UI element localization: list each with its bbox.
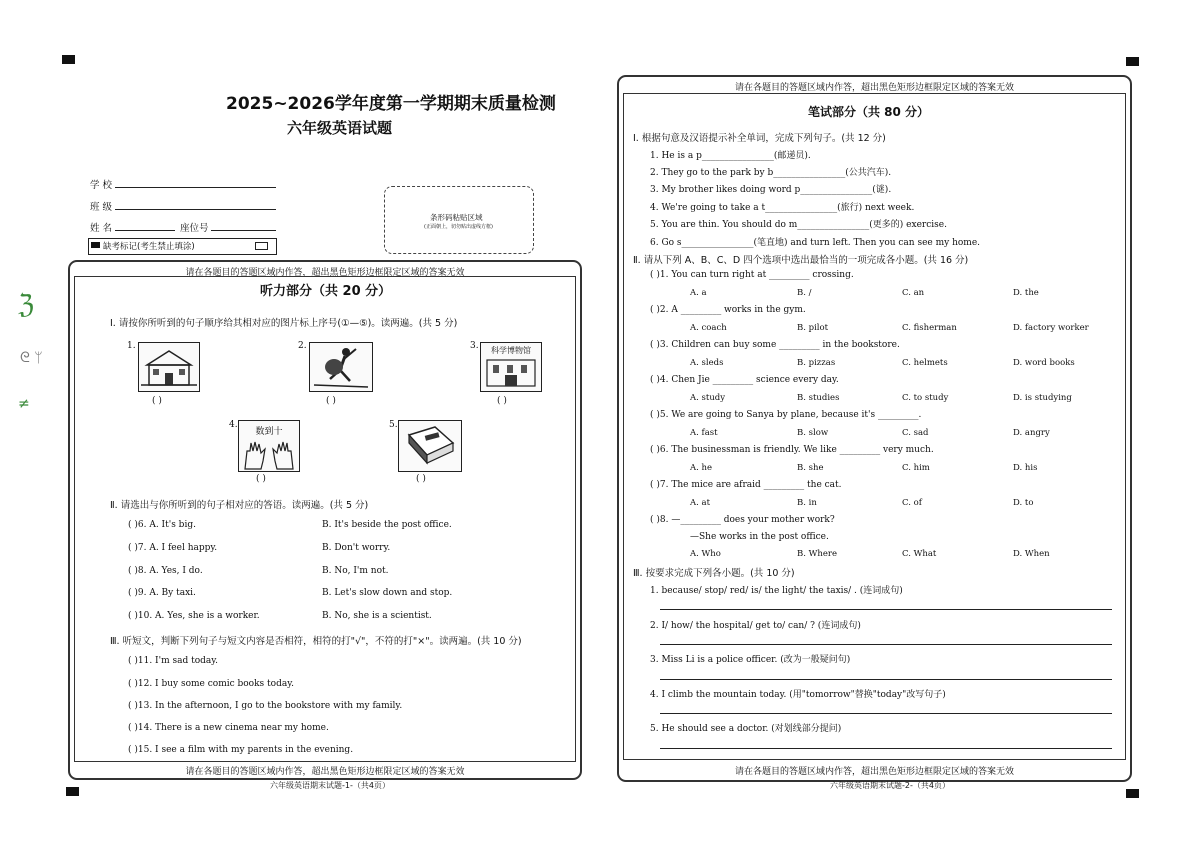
mc-option: B. pilot: [797, 323, 829, 333]
mc-option: D. is studying: [1013, 393, 1072, 403]
museum-icon: [481, 356, 541, 390]
exam-subtitle: 六年级英语试题: [287, 119, 393, 137]
writing-s1-item[interactable]: 3. My brother likes doing word p________________(谜).: [650, 185, 892, 195]
page-footer-right: 六年级英语期末试题-2-（共4页）: [830, 781, 950, 790]
mc-option: A. Who: [690, 549, 721, 559]
mc-option: B. pizzas: [797, 358, 836, 368]
class-label: 班 级: [90, 202, 113, 213]
picture-number: 4.: [229, 420, 238, 430]
runner-icon: [310, 343, 372, 391]
picture-answer-paren[interactable]: ( ): [497, 396, 507, 406]
listening-s2-question: ( )8. A. Yes, I do.: [128, 566, 203, 576]
mc-option: D. to: [1013, 498, 1034, 508]
picture-number: 2.: [298, 341, 307, 351]
mc-option: C. helmets: [902, 358, 948, 368]
class-field[interactable]: [115, 209, 276, 210]
mc-option: B. Where: [797, 549, 837, 559]
mc-option: D. factory worker: [1013, 323, 1089, 333]
mc-question[interactable]: ( )1. You can turn right at _________ crossing.: [650, 270, 854, 280]
listening-s2-option-b: B. Let's slow down and stop.: [322, 588, 453, 598]
listening-s3-item: ( )12. I buy some comic books today.: [128, 679, 294, 689]
picture-answer-paren[interactable]: ( ): [326, 396, 336, 406]
answer-line[interactable]: [660, 679, 1112, 680]
mc-option: D. When: [1013, 549, 1050, 559]
picture-caption: 科学博物馆: [491, 346, 531, 355]
warning-text: 请在各题目的答题区域内作答，超出黑色矩形边框限定区域的答案无效: [185, 767, 465, 777]
mc-option: C. to study: [902, 393, 949, 403]
picture-school: [138, 342, 200, 392]
mc-option: A. sleds: [690, 358, 724, 368]
listening-heading: 听力部分（共 20 分）: [260, 284, 392, 299]
mc-option: A. he: [690, 463, 713, 473]
seat-label: 座位号: [180, 223, 209, 234]
writing-s1-item[interactable]: 4. We're going to take a t________________(旅行) next week.: [650, 203, 915, 213]
picture-count-to-ten: [238, 420, 300, 472]
answer-line[interactable]: [660, 609, 1112, 610]
listening-s3-item: ( )14. There is a new cinema near my home.: [128, 723, 329, 733]
mc-question[interactable]: ( )5. We are going to Sanya by plane, because it's _________.: [650, 410, 922, 420]
listening-s2-option-b: B. Don't worry.: [322, 543, 391, 553]
listening-s2-question: ( )7. A. I feel happy.: [128, 543, 218, 553]
pen-scribble: ᘓ ᛘ: [20, 350, 43, 366]
picture-number: 3.: [470, 341, 479, 351]
mc-option: C. an: [902, 288, 925, 298]
writing-s1-item[interactable]: 2. They go to the park by b________________(公共汽车).: [650, 168, 892, 178]
writing-heading: 笔试部分（共 80 分）: [808, 105, 930, 119]
mc-option: A. a: [690, 288, 707, 298]
mc-option: D. the: [1013, 288, 1039, 298]
exam-title: 2025~2026学年度第一学期期末质量检测: [226, 94, 556, 114]
warning-text: 请在各题目的答题区域内作答，超出黑色矩形边框限定区域的答案无效: [734, 83, 1014, 93]
picture-answer-paren[interactable]: ( ): [256, 474, 266, 484]
mc-question[interactable]: ( )6. The businessman is friendly. We like _________ very much.: [650, 445, 934, 455]
writing-s3-item: 4. I climb the mountain today. (用"tomorrow"替换"today"改写句子): [650, 690, 946, 700]
listening-s1-title: Ⅰ. 请按你所听到的句子顺序给其相对应的图片标上序号(①—⑤)。读两遍。(共 5 分): [110, 318, 458, 329]
writing-s3-item: 2. I/ how/ the hospital/ get to/ can/ ? (连词成句): [650, 621, 861, 631]
mc-option: C. fisherman: [902, 323, 957, 333]
picture-runner: [309, 342, 373, 392]
mc-option: D. angry: [1013, 428, 1050, 438]
writing-s3-item: 5. He should see a doctor. (对划线部分提问): [650, 724, 842, 734]
writing-s1-item[interactable]: 1. He is a p________________(邮递员).: [650, 151, 811, 161]
mc-question[interactable]: ( )8. —_________ does your mother work?: [650, 515, 835, 525]
mc-option: A. at: [690, 498, 711, 508]
absent-checkbox[interactable]: [255, 242, 268, 250]
school-icon: [139, 343, 199, 391]
mc-option: D. his: [1013, 463, 1038, 473]
listening-s2-title: Ⅱ. 请选出与你所听到的句子相对应的答语。读两遍。(共 5 分): [110, 500, 369, 511]
registration-mark: [1126, 57, 1139, 66]
writing-s3-item: 1. because/ stop/ red/ is/ the light/ the taxis/ . (连词成句): [650, 586, 903, 596]
answer-line[interactable]: [660, 748, 1112, 749]
pen-scribble: ≠: [18, 396, 30, 412]
mc-option: C. What: [902, 549, 937, 559]
mc-question[interactable]: ( )4. Chen Jie _________ science every day.: [650, 375, 839, 385]
mc-question[interactable]: ( )3. Children can buy some _________ in the bookstore.: [650, 340, 900, 350]
barcode-label: 条形码粘贴区域: [430, 213, 483, 222]
mc-question[interactable]: ( )2. A _________ works in the gym.: [650, 305, 806, 315]
listening-s3-title: Ⅲ. 听短文，判断下列句子与短文内容是否相符，相符的打"√"，不符的打"×"。读两遍。(共 10 分): [110, 636, 522, 647]
picture-answer-paren[interactable]: ( ): [152, 396, 162, 406]
absent-label: 缺考标记(考生禁止填涂): [103, 242, 195, 252]
picture-answer-paren[interactable]: ( ): [416, 474, 426, 484]
writing-s1-title: Ⅰ. 根据句意及汉语提示补全单词，完成下列句子。(共 12 分): [633, 133, 886, 144]
mc-option: A. study: [690, 393, 726, 403]
answer-line[interactable]: [660, 644, 1112, 645]
mc-option: A. coach: [690, 323, 727, 333]
barcode-note: (正面朝上，切勿贴出虚线方框): [424, 224, 493, 230]
mc-option: C. sad: [902, 428, 929, 438]
writing-s1-item[interactable]: 6. Go s________________(笔直地) and turn left. Then you can see my home.: [650, 238, 981, 248]
warning-text: 请在各题目的答题区域内作答，超出黑色矩形边框限定区域的答案无效: [734, 767, 1014, 777]
listening-s2-option-b: B. No, she is a scientist.: [322, 611, 432, 621]
registration-mark: [62, 55, 75, 64]
picture-number: 1.: [127, 341, 136, 351]
listening-s2-option-b: B. No, I'm not.: [322, 566, 389, 576]
pen-scribble: ℨ: [18, 290, 35, 320]
picture-museum: [480, 342, 542, 392]
seat-field[interactable]: [211, 230, 276, 231]
mc-option: C. of: [902, 498, 922, 508]
answer-line[interactable]: [660, 713, 1112, 714]
page-footer-left: 六年级英语期末试题-1-（共4页）: [270, 781, 390, 790]
school-field[interactable]: [115, 187, 276, 188]
mc-option: B. she: [797, 463, 824, 473]
mc-option: D. word books: [1013, 358, 1075, 368]
listening-s2-question: ( )10. A. Yes, she is a worker.: [128, 611, 260, 621]
listening-s3-item: ( )11. I'm sad today.: [128, 656, 218, 666]
mc-option: A. fast: [690, 428, 718, 438]
name-label: 姓 名: [90, 223, 113, 234]
mc-option: B. /: [797, 288, 812, 298]
book-icon: [399, 421, 461, 471]
registration-mark: [66, 787, 79, 796]
warning-text: 请在各题目的答题区域内作答，超出黑色矩形边框限定区域的答案无效: [185, 268, 465, 278]
picture-caption: 数到十: [255, 427, 283, 437]
hands-icon: [239, 437, 299, 471]
writing-s1-item[interactable]: 5. You are thin. You should do m________________(更多的) exercise.: [650, 220, 947, 230]
picture-book: [398, 420, 462, 472]
registration-mark: [1126, 789, 1139, 798]
listening-s3-item: ( )13. In the afternoon, I go to the bookstore with my family.: [128, 701, 403, 711]
mc-question-line2: —She works in the post office.: [690, 532, 829, 542]
listening-s2-question: ( )9. A. By taxi.: [128, 588, 196, 598]
school-label: 学 校: [90, 180, 113, 191]
writing-s2-title: Ⅱ. 请从下列 A、B、C、D 四个选项中选出最恰当的一项完成各小题。(共 16 分): [633, 255, 969, 266]
listening-s3-item: ( )15. I see a film with my parents in the evening.: [128, 745, 354, 755]
writing-s3-item: 3. Miss Li is a police officer. (改为一般疑问句): [650, 655, 851, 665]
mc-question[interactable]: ( )7. The mice are afraid _________ the cat.: [650, 480, 842, 490]
mc-option: B. studies: [797, 393, 840, 403]
writing-s3-title: Ⅲ. 按要求完成下列各小题。(共 10 分): [633, 568, 795, 579]
listening-s2-option-b: B. It's beside the post office.: [322, 520, 452, 530]
absent-marker: [91, 242, 100, 248]
picture-number: 5.: [389, 420, 398, 430]
mc-option: B. in: [797, 498, 817, 508]
mc-option: B. slow: [797, 428, 829, 438]
listening-s2-question: ( )6. A. It's big.: [128, 520, 196, 530]
name-field[interactable]: [115, 230, 175, 231]
mc-option: C. him: [902, 463, 930, 473]
